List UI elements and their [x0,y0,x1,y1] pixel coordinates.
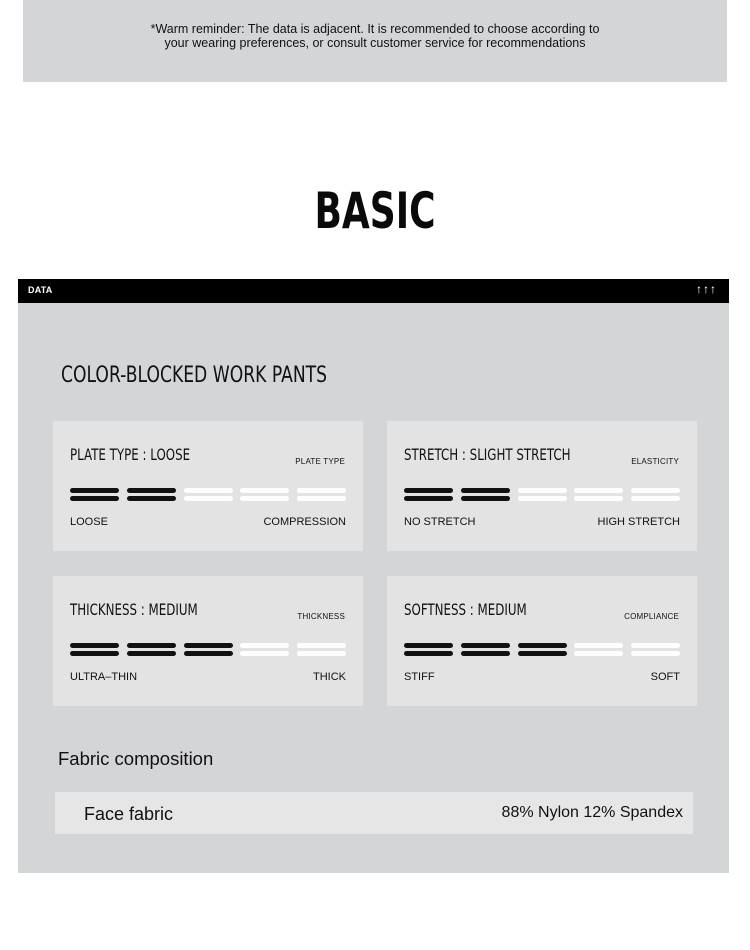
scale-min-label: STIFF [404,671,435,683]
data-panel [18,303,729,873]
scale-max-label: HIGH STRETCH [597,516,680,528]
rating-segment-filled [404,488,453,502]
scale-min-label: LOOSE [70,516,108,528]
rating-segment-empty [240,488,289,502]
scale-max-label: SOFT [650,671,680,683]
section-title: BASIC [314,182,436,240]
rating-bars [404,488,680,502]
rating-bars [70,643,346,657]
rating-segment-empty [631,488,680,502]
data-label: DATA [28,285,53,295]
scale-min-label: ULTRA–THIN [70,671,138,683]
rating-segment-filled [70,643,119,657]
rating-bars [404,643,680,657]
rating-segment-filled [127,643,176,657]
fabric-row [55,792,693,834]
card-tag: ELASTICITY [631,457,679,466]
card-tag: THICKNESS [297,612,345,621]
card-title: STRETCH : SLIGHT STRETCH [404,445,571,464]
rating-bars [70,488,346,502]
scale-min-label: NO STRETCH [404,516,476,528]
rating-segment-filled [518,643,567,657]
up-arrows-icon: ↑↑↑ [696,282,717,296]
rating-segment-filled [461,643,510,657]
fabric-heading: Fabric composition [58,748,214,769]
card-plate-type [53,421,363,551]
fabric-label: Face fabric [84,804,174,824]
rating-segment-empty [184,488,233,502]
card-softness [387,576,697,706]
card-title: SOFTNESS : MEDIUM [404,600,527,619]
card-stretch [387,421,697,551]
card-thickness [53,576,363,706]
reminder-line-2: your wearing preferences, or consult customer service for recommendations [164,36,586,50]
rating-segment-empty [297,643,346,657]
rating-segment-empty [297,488,346,502]
product-name: COLOR-BLOCKED WORK PANTS [61,363,328,388]
rating-segment-empty [574,488,623,502]
rating-segment-empty [631,643,680,657]
rating-segment-filled [127,488,176,502]
warm-reminder-banner [23,0,727,82]
rating-segment-empty [518,488,567,502]
card-tag: COMPLIANCE [624,612,679,621]
card-title: PLATE TYPE : LOOSE [70,445,191,464]
rating-segment-filled [404,643,453,657]
card-title: THICKNESS : MEDIUM [70,600,198,619]
scale-max-label: THICK [313,671,346,683]
scale-max-label: COMPRESSION [263,516,346,528]
rating-segment-filled [70,488,119,502]
rating-segment-filled [461,488,510,502]
fabric-value: 88% Nylon 12% Spandex [501,804,683,821]
rating-segment-empty [240,643,289,657]
rating-segment-empty [574,643,623,657]
data-header-bar [18,279,729,303]
rating-segment-filled [184,643,233,657]
reminder-line-1: *Warm reminder: The data is adjacent. It is recommended to choose according to [150,22,600,36]
card-tag: PLATE TYPE [295,457,345,466]
